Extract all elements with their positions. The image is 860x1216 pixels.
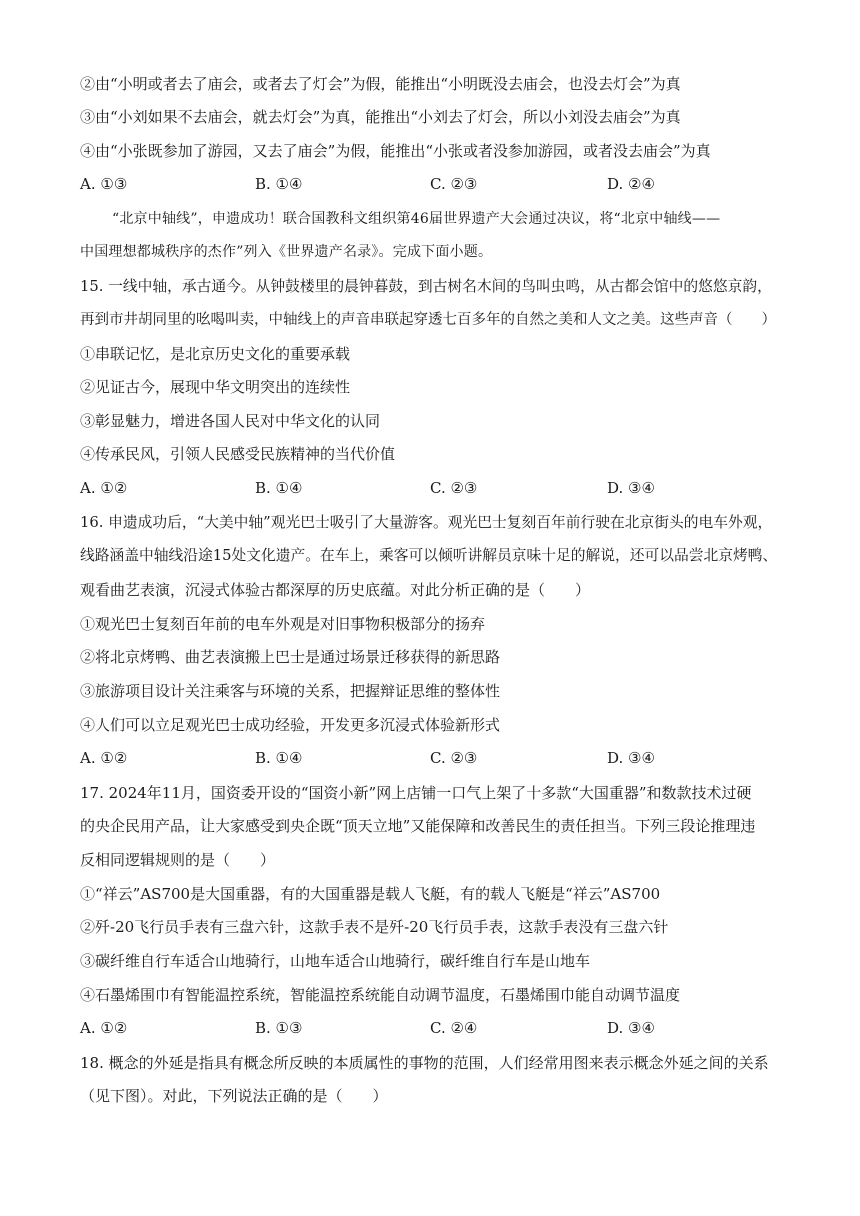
q17-statement-3: ③碳纤维自行车适合山地骑行，山地车适合山地骑行，碳纤维自行车是山地车 <box>80 952 591 970</box>
q18-stem-line-2: （见下图）。对此，下列说法正确的是（ ） <box>80 1087 388 1105</box>
q16-statement-3: ③旅游项目设计关注乘客与环境的关系，把握辩证思维的整体性 <box>80 682 501 700</box>
q17-stem-line-2: 的央企民用产品，让大家感受到央企既“顶天立地”又能保障和改善民生的责任担当。下列三段论推理违 <box>80 817 756 835</box>
q16-option-b: B. ①④ <box>255 749 303 767</box>
q17-stem-line-3: 反相同逻辑规则的是（ ） <box>80 851 276 869</box>
q15-statement-4: ④传承民风，引领人民感受民族精神的当代价值 <box>80 445 396 463</box>
q16-statement-4: ④人们可以立足观光巴士成功经验，开发更多沉浸式体验新形式 <box>80 716 501 734</box>
q15-option-a: A. ①② <box>80 479 128 497</box>
q17-statement-1: ①“祥云”AS700是大国重器，有的大国重器是载人飞艇，有的载人飞艇是“祥云”AS700 <box>80 885 661 903</box>
q14-option-d: D. ②④ <box>607 175 655 193</box>
q16-option-d: D. ③④ <box>607 749 655 767</box>
q16-option-a: A. ①② <box>80 749 128 767</box>
q17-stem-line-1: 17. 2024年11月，国资委开设的“国资小新”网上店铺一口气上架了十多款“大国重器”和数款技术过硬 <box>80 784 752 802</box>
q16-statement-1: ①观光巴士复刻百年前的电车外观是对旧事物积极部分的扬弃 <box>80 615 486 633</box>
q15-stem-line-2: 再到市井胡同里的吆喝叫卖，中轴线上的声音串联起穿透七百多年的自然之美和人文之美。这些声音（ ） <box>80 312 776 328</box>
passage-line-2: 中国理想都城秩序的杰作”列入《世界遗产名录》。完成下面小题。 <box>80 244 493 260</box>
q17-option-b: B. ①③ <box>255 1019 303 1037</box>
q17-statement-2: ②歼-20飞行员手表有三盘六针，这款手表不是歼-20飞行员手表，这款手表没有三盘六针 <box>80 918 669 936</box>
q15-statement-3: ③彰显魅力，增进各国人民对中华文化的认同 <box>80 412 381 430</box>
q14-option-a: A. ①③ <box>80 175 128 193</box>
q17-option-d: D. ③④ <box>607 1019 655 1037</box>
q14-option-c: C. ②③ <box>430 175 478 193</box>
q15-option-d: D. ③④ <box>607 479 655 497</box>
q14-statement-3: ③由“小刘如果不去庙会，就去灯会”为真，能推出“小刘去了灯会，所以小刘没去庙会”为真 <box>80 108 681 126</box>
q16-stem-line-1: 16. 申遗成功后，“大美中轴”观光巴士吸引了大量游客。观光巴士复刻百年前行驶在北京街头的电车外观， <box>80 514 773 531</box>
q16-stem-line-2: 线路涵盖中轴线沿途15处文化遗产。在车上，乘客可以倾听讲解员京味十足的解说，还可以品尝北京烤鸭、 <box>80 547 778 564</box>
q15-statement-2: ②见证古今，展现中华文明突出的连续性 <box>80 378 351 396</box>
q15-option-b: B. ①④ <box>255 479 303 497</box>
q16-statement-2: ②将北京烤鸭、曲艺表演搬上巴士是通过场景迁移获得的新思路 <box>80 648 501 666</box>
q14-statement-2: ②由“小明或者去了庙会，或者去了灯会”为假，能推出“小明既没去庙会，也没去灯会”为真 <box>80 75 681 93</box>
passage-line-1: “北京中轴线”，申遗成功！联合国教科文组织第46届世界遗产大会通过决议，将“北京中轴线—— <box>112 211 721 227</box>
q15-statement-1: ①串联记忆，是北京历史文化的重要承载 <box>80 345 351 363</box>
q14-option-b: B. ①④ <box>255 175 303 193</box>
q16-option-c: C. ②③ <box>430 749 478 767</box>
q17-statement-4: ④石墨烯围巾有智能温控系统，智能温控系统能自动调节温度，石墨烯围巾能自动调节温度 <box>80 986 681 1004</box>
q14-statement-4: ④由“小张既参加了游园，又去了庙会”为假，能推出“小张或者没参加游园，或者没去庙会”为真 <box>80 142 711 160</box>
q16-stem-line-3: 观看曲艺表演，沉浸式体验古都深厚的历史底蕴。对此分析正确的是（ ） <box>80 581 591 599</box>
q15-stem-line-1: 15. 一线中轴，承古通今。从钟鼓楼里的晨钟暮鼓，到古树名木间的鸟叫虫鸣，从古都会馆中的悠悠京韵， <box>80 278 772 295</box>
q17-option-c: C. ②④ <box>430 1019 478 1037</box>
q15-option-c: C. ②③ <box>430 479 478 497</box>
q17-option-a: A. ①② <box>80 1019 128 1037</box>
q18-stem-line-1: 18. 概念的外延是指具有概念所反映的本质属性的事物的范围，人们经常用图来表示概念外延之间的关系 <box>80 1054 769 1072</box>
